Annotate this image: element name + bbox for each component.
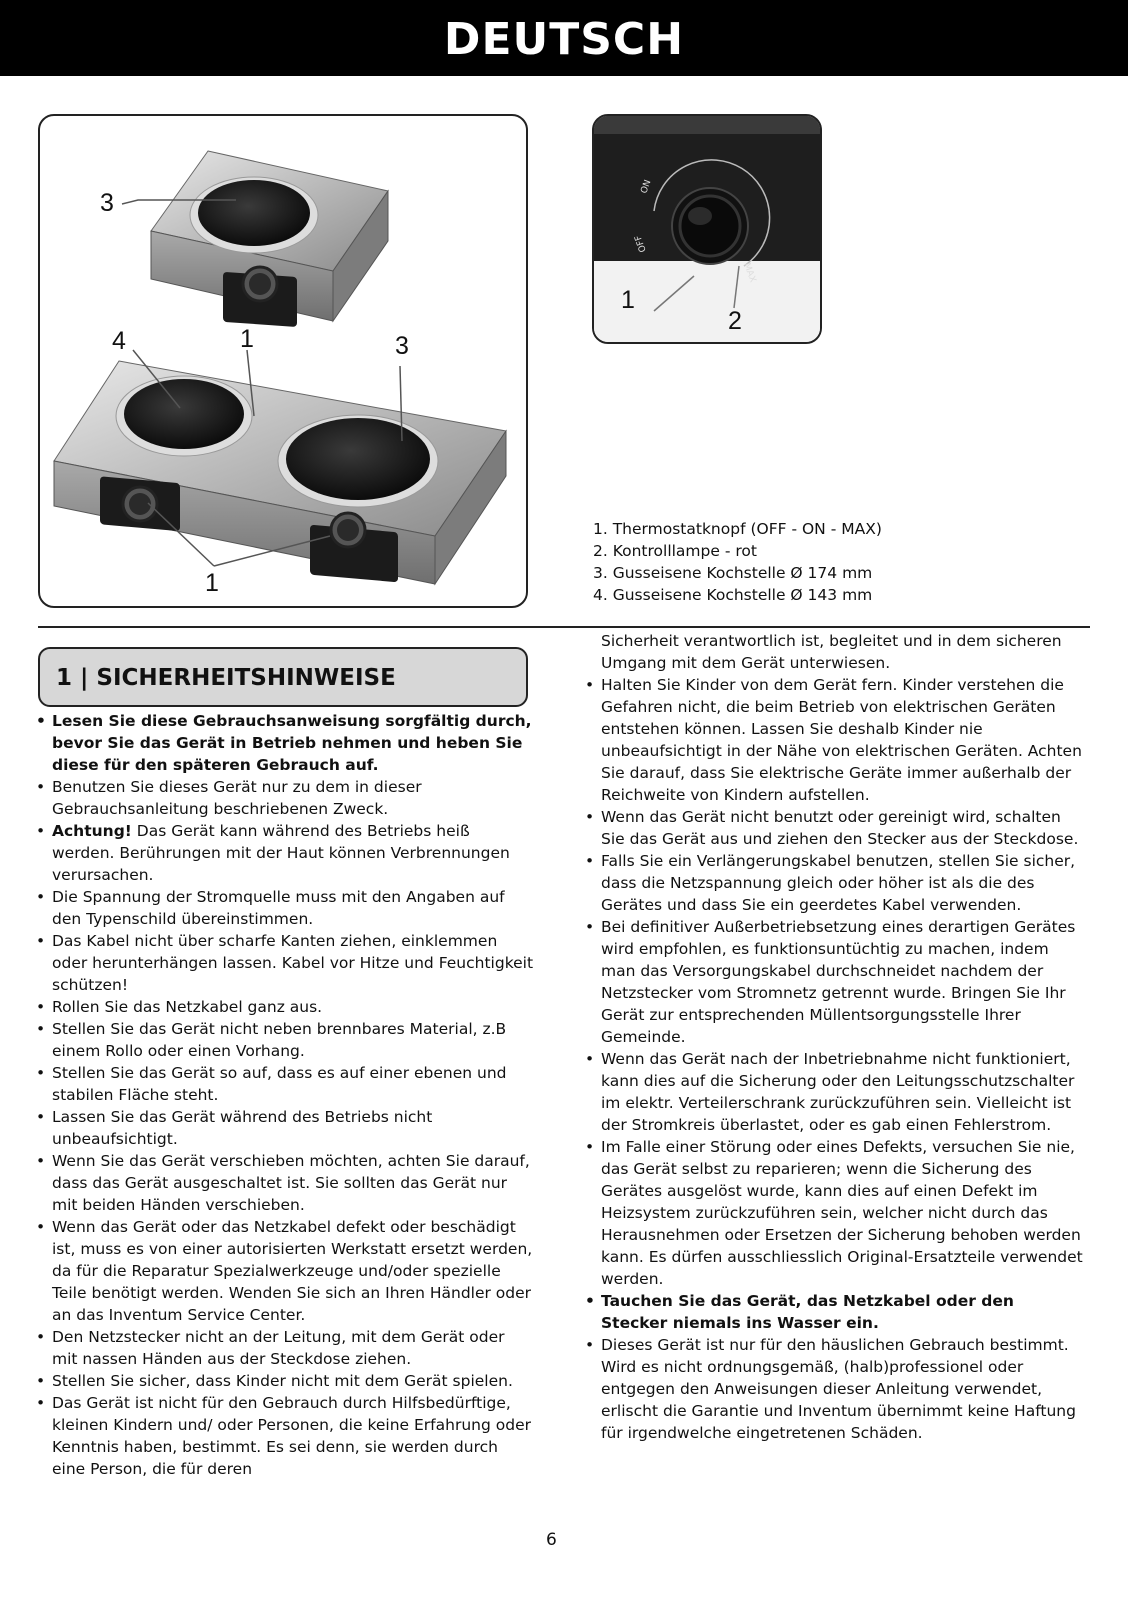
safety-item-text: Wenn Sie das Gerät verschieben möchten, achten Sie darauf, dass das Gerät ausgeschaltet ist. Sie sollten das Gerät nur mit beiden Händen verschieben. [52,1152,530,1214]
legend-item: 1. Thermostatknopf (OFF - ON - MAX) [593,520,882,538]
safety-item-text: Benutzen Sie dieses Gerät nur zu dem in dieser Gebrauchsanleitung beschriebenen Zweck. [52,778,422,818]
safety-item-text: Die Spannung der Stromquelle muss mit den Angaben auf den Typenschild übereinstimmen. [52,888,505,928]
safety-item-text: Rollen Sie das Netzkabel ganz aus. [52,998,323,1016]
dial-off-label: OFF [633,233,649,254]
safety-item-text: Das Kabel nicht über scharfe Kanten ziehen, einklemmen oder herunterhängen lassen. Kabel vor Hitze und Feuchtigkeit schützen! [52,932,534,994]
single-hotplate [151,151,388,327]
safety-item-text: Den Netzstecker nicht an der Leitung, mit dem Gerät oder mit nassen Händen aus der Steckdose ziehen. [52,1328,505,1368]
safety-item [34,710,534,776]
safety-item-text: Lesen Sie diese Gebrauchsanweisung sorgfältig durch, bevor Sie das Gerät in Betrieb nehmen und heben Sie diese für den späteren Gebrauch auf. [52,712,532,774]
legend-item: 4. Gusseisene Kochstelle Ø 143 mm [593,586,873,604]
callout-lamp-2: 2 [728,307,742,335]
safety-item-text: Stellen Sie sicher, dass Kinder nicht mit dem Gerät spielen. [52,1372,513,1390]
safety-item [583,916,1083,1048]
safety-item [583,850,1083,916]
safety-item-text: Stellen Sie das Gerät nicht neben brennbares Material, z.B einem Rollo oder einen Vorhang. [52,1020,507,1060]
safety-item-lead: Achtung! [52,822,132,840]
safety-item-text: Halten Sie Kinder von dem Gerät fern. Kinder verstehen die Gefahren nicht, die beim Betrieb von elektrischen Geräten entstehen können. Lassen Sie deshalb Kinder nie unbeaufsichtigt in der Nähe von elektrischen Geräten. Achten Sie darauf, dass Sie elektrische Geräte immer außerhalb der Reichweite von Kindern aufstellen. [601,676,1082,804]
safety-item [34,1062,534,1106]
page-number: 6 [546,1530,557,1550]
safety-item [583,1048,1083,1136]
safety-item [583,1136,1083,1290]
safety-item-text: Tauchen Sie das Gerät, das Netzkabel oder den Stecker niemals ins Wasser ein. [601,1292,1014,1332]
safety-item [583,806,1083,850]
safety-item-text: Falls Sie ein Verlängerungskabel benutzen, stellen Sie sicher, dass die Netzspannung gleich oder höher ist als die des Gerätes und dass Sie ein geerdetes Kabel verwenden. [601,852,1076,914]
safety-item-text: Wenn das Gerät oder das Netzkabel defekt oder beschädigt ist, muss es von einer autorisierten Werkstatt ersetzt werden, da für die Reparatur Spezialwerkzeuge und/oder spezielle Teile benötigt werden. Wenden Sie sich an Ihren Händler oder an das Inventum Service Center. [52,1218,533,1324]
callout-1-bottom: 1 [205,569,219,597]
control-detail-figure [592,114,822,344]
safety-item [34,886,534,930]
safety-item-text: Im Falle einer Störung oder eines Defekts, versuchen Sie nie, das Gerät selbst zu reparieren; wenn die Sicherung des Gerätes ausgelöst wurde, kann dies auf einen Defekt im Heizsystem zurückzuführen sein, welcher nicht durch das Herausnehmen oder Ersetzen der Sicherung behoben werden kann. Es dürfen ausschliesslich Original-Ersatzteile verwendet werden. [601,1138,1083,1288]
safety-list-left [34,710,534,1480]
safety-item [34,1150,534,1216]
section-divider [38,626,1090,628]
safety-item-text: Bei definitiver Außerbetriebsetzung eines derartigen Gerätes wird empfohlen, es funktionsuntüchtig zu machen, indem man das Versorgungskabel durchschneidet nachdem der Netzstecker vom Stromnetz getrennt wurde. Bringen Sie Ihr Gerät zur entsprechenden Müllentsorgungsstelle Ihrer Gemeinde. [601,918,1076,1046]
callout-3-mid: 3 [395,332,409,360]
language-banner [0,0,1128,76]
dial-max-label: MAX [741,261,758,284]
safety-item [34,930,534,996]
safety-list-right [583,630,1083,1444]
safety-item [34,1106,534,1150]
safety-item-text: Dieses Gerät ist nur für den häuslichen Gebrauch bestimmt. Wird es nicht ordnungsgemäß, (halb)professionel oder entgegen den Anweisungen dieser Anleitung verwendet, erlischt die Garantie und Inventum übernimmt keine Haftung für irgendwelche eingetretenen Schäden. [601,1336,1076,1442]
safety-item-text: Wenn das Gerät nach der Inbetriebnahme nicht funktioniert, kann dies auf die Sicherung oder den Leitungsschutzschalter im elektr. Verteilerschrank zurückzuführen sein. Vielleicht ist der Stromkreis überlastet, oder es gab einen Fehlerstrom. [601,1050,1075,1134]
safety-item-text: Stellen Sie das Gerät so auf, dass es auf einer ebenen und stabilen Fläche steht. [52,1064,507,1104]
language-title: DEUTSCH [443,14,685,65]
dial-on-label: ON [639,178,654,196]
safety-item [34,776,534,820]
section-header [38,647,528,707]
safety-item [34,1326,534,1370]
section-title: 1 | SICHERHEITSHINWEISE [56,665,396,691]
safety-item [34,1370,534,1392]
safety-item [583,1334,1083,1444]
legend-item: 2. Kontrolllampe - rot [593,542,757,560]
safety-item-text: Sicherheit verantwortlich ist, begleitet und in dem sicheren Umgang mit dem Gerät unterwiesen. [601,632,1062,672]
parts-legend [593,518,882,606]
product-figure [38,114,528,608]
safety-item-text: Das Gerät kann während des Betriebs heiß werden. Berührungen mit der Haut können Verbrennungen verursachen. [52,822,510,884]
safety-item [34,996,534,1018]
callout-3-top: 3 [100,189,114,217]
safety-item [583,630,1083,674]
safety-item-text: Das Gerät ist nicht für den Gebrauch durch Hilfsbedürftige, kleinen Kindern und/ oder Personen, die keine Erfahrung oder Kenntnis haben, bestimmt. Es sei denn, sie werden durch eine Person, die für deren [52,1394,531,1478]
safety-item-text: Lassen Sie das Gerät während des Betriebs nicht unbeaufsichtigt. [52,1108,433,1148]
callout-1-mid: 1 [240,325,254,353]
legend-item: 3. Gusseisene Kochstelle Ø 174 mm [593,564,873,582]
safety-item [583,674,1083,806]
safety-item [34,1392,534,1480]
double-hotplate [54,361,506,584]
callout-knob-1: 1 [621,286,635,314]
safety-item [583,1290,1083,1334]
safety-item [34,1216,534,1326]
callout-4: 4 [112,327,126,355]
safety-item [34,1018,534,1062]
safety-item-text: Wenn das Gerät nicht benutzt oder gereinigt wird, schalten Sie das Gerät aus und ziehen den Stecker aus der Steckdose. [601,808,1079,848]
safety-item [34,820,534,886]
